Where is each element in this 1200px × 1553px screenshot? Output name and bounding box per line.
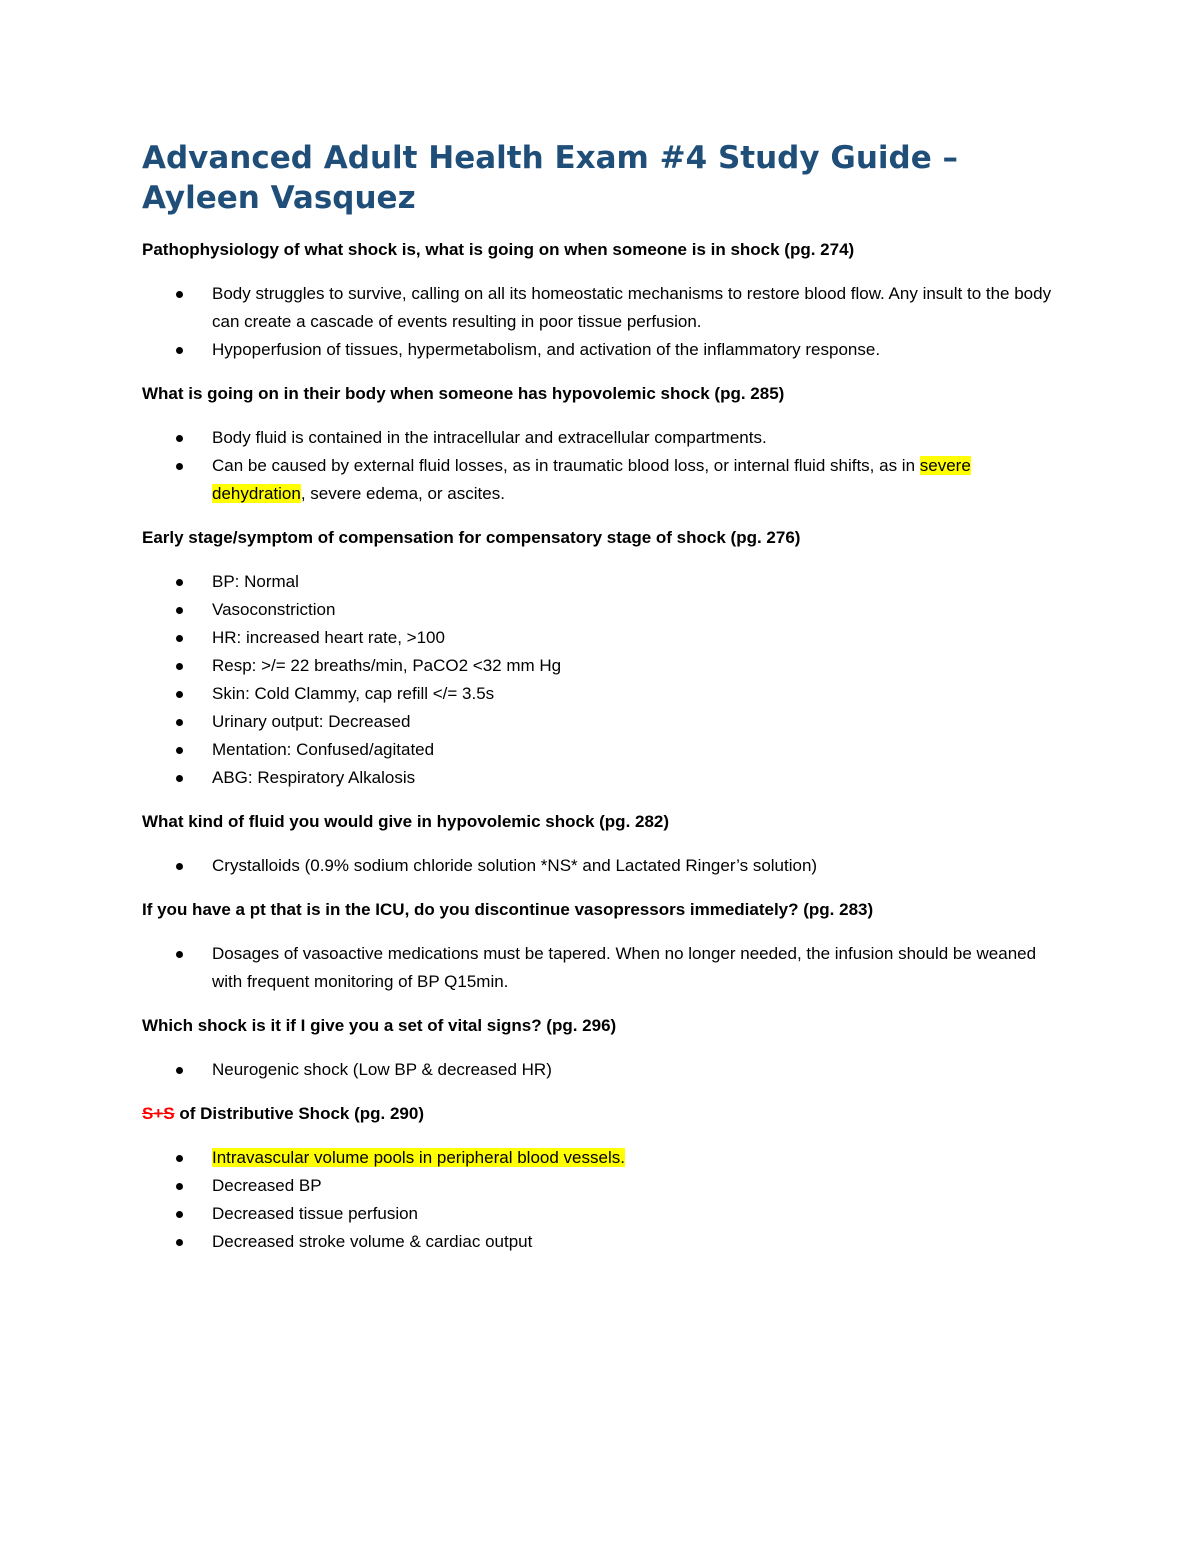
bullet-icon [176, 347, 183, 354]
bullet-list [142, 940, 1062, 996]
section-question: What kind of fluid you would give in hypovolemic shock (pg. 282) [142, 812, 670, 831]
list-item: Crystalloids (0.9% sodium chloride solution *NS* and Lactated Ringer’s solution) [142, 852, 1062, 880]
bullet-icon [176, 775, 183, 782]
section-question: What is going on in their body when someone has hypovolemic shock (pg. 285) [142, 384, 785, 403]
section-question: Which shock is it if I give you a set of vital signs? (pg. 296) [142, 1016, 617, 1035]
bullet-icon [176, 635, 183, 642]
section-question: Early stage/symptom of compensation for compensatory stage of shock (pg. 276) [142, 528, 801, 547]
list-item: Decreased stroke volume & cardiac output [142, 1228, 1062, 1256]
bullet-icon [176, 663, 183, 670]
list-item: HR: increased heart rate, >100 [142, 624, 1062, 652]
bullet-icon [176, 579, 183, 586]
bullet-list [142, 280, 1062, 364]
bullet-icon [176, 1211, 183, 1218]
bullet-icon [176, 1183, 183, 1190]
list-item: Urinary output: Decreased [142, 708, 1062, 736]
bullet-icon [176, 607, 183, 614]
bullet-list [142, 852, 1062, 880]
bullet-list [142, 1144, 1062, 1256]
bullet-icon [176, 1239, 183, 1246]
list-item: Resp: >/= 22 breaths/min, PaCO2 <32 mm Hg [142, 652, 1062, 680]
section-question: Pathophysiology of what shock is, what is going on when someone is in shock (pg. 274) [142, 240, 855, 259]
highlighted-text: Intravascular volume pools in peripheral blood vessels. [212, 1148, 625, 1167]
bullet-icon [176, 719, 183, 726]
list-item: Body fluid is contained in the intracellular and extracellular compartments. [142, 424, 1062, 452]
list-item: ABG: Respiratory Alkalosis [142, 764, 1062, 792]
bullet-icon [176, 951, 183, 958]
list-item: Can be caused by external fluid losses, as in traumatic blood loss, or internal fluid shifts, as in severe dehydration, severe edema, or ascites. [142, 452, 1062, 508]
highlighted-text: severe dehydration [212, 456, 971, 503]
section-question: If you have a pt that is in the ICU, do you discontinue vasopressors immediately? (pg. 283) [142, 900, 874, 919]
bullet-icon [176, 1155, 183, 1162]
list-item: Skin: Cold Clammy, cap refill </= 3.5s [142, 680, 1062, 708]
bullet-icon [176, 1067, 183, 1074]
list-item: Vasoconstriction [142, 596, 1062, 624]
bullet-icon [176, 291, 183, 298]
list-item: Dosages of vasoactive medications must be tapered. When no longer needed, the infusion should be weaned with frequent monitoring of BP Q15min. [142, 940, 1062, 996]
bullet-list [142, 424, 1062, 508]
list-item: Neurogenic shock (Low BP & decreased HR) [142, 1056, 1062, 1084]
list-item: Decreased BP [142, 1172, 1062, 1200]
bullet-list [142, 1056, 1062, 1084]
list-item: Body struggles to survive, calling on all its homeostatic mechanisms to restore blood flow. Any insult to the body can create a cascade of events resulting in poor tissue perfusion. [142, 280, 1062, 336]
bullet-list [142, 568, 1062, 792]
list-item [142, 1144, 1062, 1172]
bullet-icon [176, 463, 183, 470]
list-item: BP: Normal [142, 568, 1062, 596]
list-item: Hypoperfusion of tissues, hypermetabolism, and activation of the inflammatory response. [142, 336, 1062, 364]
document-page [142, 138, 1062, 1272]
bullet-icon [176, 863, 183, 870]
bullet-icon [176, 435, 183, 442]
section-question: S+S of Distributive Shock (pg. 290) [142, 1104, 424, 1123]
bullet-icon [176, 747, 183, 754]
strikethrough-text: S+S [142, 1104, 175, 1123]
document-title: Advanced Adult Health Exam #4 Study Guide – Ayleen Vasquez [142, 140, 959, 216]
list-item: Mentation: Confused/agitated [142, 736, 1062, 764]
list-item: Decreased tissue perfusion [142, 1200, 1062, 1228]
bullet-icon [176, 691, 183, 698]
